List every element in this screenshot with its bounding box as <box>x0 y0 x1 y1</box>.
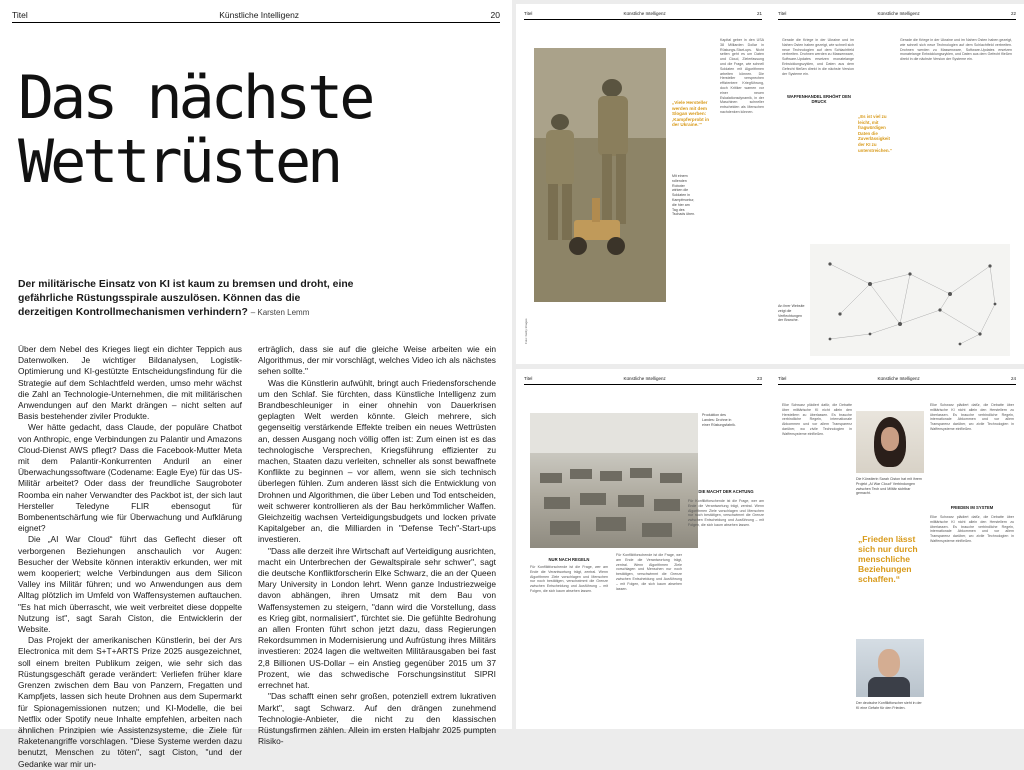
running-header <box>12 9 500 23</box>
body-text-3: Für Konfliktforschende ist die Frage, wer am Ende die Verantwortung trägt, zentral. Wenn Algorithmen Ziele vorschlagen und Menschen nur noch bestätigen, verschwimmt die Grenze zwischen Entscheidung und Ausführung – mit Folgen, die sich kaum absehen lassen. <box>688 499 764 527</box>
body-column-2 <box>258 344 496 747</box>
soldiers-illustration <box>534 48 666 302</box>
body-text-3: Elke Schwarz plädiert dafür, die Debatte über militärische KI nicht allein den Herstellern zu überlassen. Es brauche verbindliche Regeln, internationale Abkommen und vor allem Transparenz darüber, wo zivile Technologien in Waffensysteme einfließen. <box>930 515 1014 543</box>
body-text-2: Elke Schwarz plädiert dafür, die Debatte über militärische KI nicht allein den Herstellern zu überlassen. Es brauche verbindliche Regeln, internationale Abkommen und vor allem Transparenz darüber, wo zivile Technologien in Waffensysteme einfließen. <box>930 403 1014 431</box>
section-label: Titel <box>524 376 533 381</box>
drone-factory-photo <box>530 413 698 548</box>
article-page-main <box>0 0 512 769</box>
portrait-caption: Die Künstlerin Sarah Ciston hat mit ihrem Projekt „AI War Cloud“ Verbindungen zwischen Tech und Militär sichtbar gemacht. <box>856 477 922 496</box>
portrait-shoulders <box>868 677 910 697</box>
network-graph <box>810 244 1010 356</box>
topic-label: Künstliche Intelligenz <box>877 376 920 381</box>
running-header <box>524 10 762 20</box>
page-number: 23 <box>756 376 762 381</box>
section-label: Titel <box>778 11 787 16</box>
factory-illustration <box>530 413 698 548</box>
page-title <box>18 63 372 197</box>
body-column-1 <box>18 344 242 770</box>
body-text: Gerade die Kriege in der Ukraine und im Nahen Osten haben gezeigt, wie schnell sich neue Technologien auf dem Schlachtfeld verbreiten. Drohnen werden zu Massenware, Software-Updates ersetzen monatelange Entwicklungszyklen, und Daten aus dem Gefecht fließen direkt in die nächste Version der Systeme ein. <box>782 38 854 76</box>
article-lead <box>18 278 358 320</box>
body-text-2: Für Konfliktforschende ist die Frage, wer am Ende die Verantwortung trägt, zentral. Wenn Algorithmen Ziele vorschlagen und Menschen nur noch bestätigen, verschwimmt die Grenze zwischen Entscheidung und Ausführung – mit Folgen, die sich kaum absehen lassen. <box>616 553 682 591</box>
section-label: Titel <box>12 9 28 20</box>
subheading: FRIEDEN IM SYSTEM <box>950 505 994 510</box>
pull-quote: „Frieden lässt sich nur durch menschliche Beziehungen schaffen.“ <box>858 534 918 584</box>
page-number: 24 <box>1010 376 1016 381</box>
paragraph: Was die Künstlerin aufwühlt, bringt auch Friedensforschende um den Schlaf. Sie fürchten, dass Künstliche Intelligenz zum Brandbeschleuniger in einer ohnehin von Dauerkrisen geplagten Welt werden könnte. Gleich mehrere, sich gegenseitig verstärkende Effekte treiben ein neues Wettrüsten an, dessen Ausgang noch völlig offen ist: Zum einen ist es das technologische Versprechen, Kriegsführung effizienter zu machen, Staaten dazu verleiten, schneller als sonst bewaffnete Konflikte zu beginnen – vor allem, wenn sie sich technisch überlegen fühlen. Zum anderen lässt sich die Entwicklung von Drohnen und Algorithmen, die über Leben und Tod entscheiden, weit schwerer kontrollieren als der Bau herkömmlicher Waffen. Gleichzeitig wachsen Verteidigungsbudgets und locken private Kapitalgeber an, die Milliarden in "Defense Tech"-Start-ups investieren. <box>258 377 496 545</box>
portrait-face <box>878 649 900 677</box>
topic-label: Künstliche Intelligenz <box>877 11 920 16</box>
topic-label: Künstliche Intelligenz <box>219 9 300 20</box>
paragraph: "Das schafft einen sehr großen, potenziell extrem lukrativen Markt", sagt Schwarz. Auf den drängen zunehmend Technologie-Anbieter, die nicht zu den klassischen Rüstungsfirmen zählen. Allein im ersten Halbjahr 2025 pumpten Risiko- <box>258 691 496 747</box>
page-number: 20 <box>490 9 500 20</box>
soldiers-robot-photo <box>534 48 666 302</box>
topic-label: Künstliche Intelligenz <box>623 376 666 381</box>
portrait-caption-2: Der deutsche Konfliktforscher sieht in der KI eine Gefahr für den Frieden. <box>856 701 922 710</box>
body-text: Für Konfliktforschende ist die Frage, wer am Ende die Verantwortung trägt, zentral. Wenn Algorithmen Ziele vorschlagen und Menschen nur noch bestätigen, verschwimmt die Grenze zwischen Entscheidung und Ausführung – mit Folgen, die sich kaum absehen lassen. <box>530 565 608 593</box>
running-header <box>524 375 762 385</box>
page-thumbnail-22[interactable] <box>770 4 1024 364</box>
map-caption: An ihrer Website zeigt die Verflechtungen der Branche. <box>778 304 805 323</box>
photo-caption: Mit einem rollenden Roboter wirken die Soldaten in Kampfmontur, die hier am Tag des Tschads üben. <box>672 174 696 217</box>
body-text: Kapital geber in den USA 38 Milliarden Dollar in Rüstungs-Start-ups. Nicht selten geht es um Daten und Cloud, Zielerfassung und die Frage, wie schnell Soldaten mit Algorithmen arbeiten können. Die Hersteller versprechen effizientere Kriegführung, doch Kritiker warnen vor einer neuen Eskalationsdynamik, in der Maschinen schneller entscheiden als Menschen nachdenken können. <box>720 38 764 114</box>
subheading-2: DIE MACHT DER ACHTUNG <box>698 489 754 494</box>
running-header <box>778 375 1016 385</box>
paragraph: Wer hätte gedacht, dass Claude, der populäre Chatbot von Anthropic, enge Verbindungen zu Palantir und Amazons Cloud-Dienst AWS pflegt? Dass die Facebook-Mutter Meta mit dem Palantir-Konkurrenten Anduril an einer Überwachungssoftware (Codename: Eagle Eye) für das US-Militär arbeitet? Oder dass der freundliche Saugroboter Roomba ein naher Verwandter des Packbot ist, der sich laut Hersteller Teledyne FLIR ebensogut für Bombenentschärfung wie für Überwachung und Aufklärung eignet? <box>18 422 242 534</box>
paragraph: Über dem Nebel des Krieges liegt ein dichter Teppich aus Datenwolken. Je wichtiger Bildanalysen, Logistik-Optimierung und KI-gestützte Entscheidungsfindung für die Strategie auf dem Schlachtfeld werden, umso mehr wächst die Zahl an Technologie-Unternehmen, die mit militärischen Anwendungen auf den Markt drängen – nicht selten auf Basis bestehender ziviler Produkte. <box>18 344 242 422</box>
portrait-photo-man <box>856 639 924 697</box>
headline-line-2: Wettrüsten <box>18 127 340 197</box>
paragraph: "Dass alle derzeit ihre Wirtschaft auf Verteidigung ausrichten, macht ein Unterbrechen der Gewaltspirale sehr schwer", sagt die deutsche Konfliktforscherin Elke Schwarz, die an der Queen Mary University in London lehrt. Wenn ganze Industriezweige davon abhängen, ihren Umsatz mit dem Bau von Waffensystemen zu steigern, "dann wird die Vorstellung, dass es Krieg gibt, normalisiert", fürchtet sie. Die gefühlte Bedrohung an allen Fronten führt schon jetzt dazu, dass Regierungen Rekordsummen in Modernisierung und Aufrüstung ihres Militärs investieren: 2024 lagen die weltweiten Militärausgaben bei fast 2,8 Billionen US-Dollar – ein Anstieg gegenüber 2015 um 37 Prozent, wie das schwedische Forschungsinstitut SIPRI errechnet hat. <box>258 545 496 691</box>
page-thumbnail-21[interactable] <box>516 4 770 364</box>
page-number: 22 <box>1010 11 1016 16</box>
page-number: 21 <box>756 11 762 16</box>
paragraph: Die „AI War Cloud“ führt das Geflecht dieser oft verborgenen Beziehungen anschaulich vor Augen: Besucher der Website können interaktiv erkunden, wer mit wem kooperiert; welche Verbindungen aus dem Silicon Valley ins Militär führen; und wo Anwendungen aus dem Alltag plötzlich im Umfeld von Waffensystemen auftauchen. "Es hat mich überrascht, wie weit verbreitet diese doppelte Nutzung ist", sagt Sarah Ciston, die Entwicklerin der Website. <box>18 534 242 635</box>
portrait-photo-woman <box>856 411 924 473</box>
photo-credit: Foto: Getty Images <box>524 318 528 344</box>
section-label: Titel <box>524 11 533 16</box>
page-thumbnail-24[interactable] <box>770 369 1024 729</box>
paragraph: erträglich, dass sie auf die gleiche Weise arbeiten wie ein Algorithmus, der mir vorschlägt, welches Video ich als nächstes sehen sollte." <box>258 344 496 377</box>
photo-caption: Produktion des Landes: Drohne in einer Rüstungsfabrik. <box>702 413 736 427</box>
paragraph: Das Projekt der amerikanischen Künstlerin, bei der Ars Electronica mit dem S+T+ARTS Prize 2025 ausgezeichnet, soll einem breiten Publikum zeigen, wie sehr sich das Rüstungsgeschäft gerade verändert: Verliefen früher klare Grenzen zwischen dem Bau von Panzern, Fregatten und Kampfjets, lassen sich heute Drohnen aus dem Supermarkt für Spionagemissionen nutzen; und KI-Modelle, die bei Netflix oder Spotify neue Inhalte empfehlen, arbeiten nach ähnlichen Prinzipien wie Assistenzsysteme, die Ziele für Raketenangriffe vorschlagen. "Diese Systeme werden dazu benutzt, Menschen zu töten", sagt Ciston, "und der Gedanke war mir un- <box>18 635 242 769</box>
section-label: Titel <box>778 376 787 381</box>
subheading: NUR NACH REGELN <box>548 557 590 562</box>
pull-quote: „Viele Hersteller werden mit dem Slogan werben: ‚Kampferprobt in der Ukraine.‘“ <box>672 100 710 128</box>
author-byline: – Karsten Lemm <box>250 308 310 317</box>
pull-quote: „Es ist viel zu leicht, mit fragwürdigen Daten die Zuverlässigkeit der KI zu unterstreichen.“ <box>858 114 892 153</box>
body-text: Elke Schwarz plädiert dafür, die Debatte über militärische KI nicht allein den Herstellern zu überlassen. Es brauche verbindliche Regeln, internationale Abkommen und vor allem Transparenz darüber, wo zivile Technologien in Waffensysteme einfließen. <box>782 403 852 436</box>
headline-line-1: Das nächste <box>18 63 372 133</box>
topic-label: Künstliche Intelligenz <box>623 11 666 16</box>
body-text-2: Gerade die Kriege in der Ukraine und im Nahen Osten haben gezeigt, wie schnell sich neue Technologien auf dem Schlachtfeld verbreiten. Drohnen werden zu Massenware, Software-Updates ersetzen monatelange Entwicklungszyklen, und Daten aus dem Gefecht fließen direkt in die nächste Version der Systeme ein. <box>900 38 1012 62</box>
subheading: WAFFENHANDEL ERHÖHT DEN DRUCK <box>787 94 851 104</box>
lead-text: Der militärische Einsatz von KI ist kaum zu bremsen und droht, eine gefährliche Rüstungsspirale auszulösen. Können das die derzeitigen Kontrollmechanismen verhindern? <box>18 279 354 318</box>
running-header <box>778 10 1016 20</box>
portrait-face <box>881 427 899 451</box>
page-thumbnail-23[interactable] <box>516 369 770 729</box>
network-map <box>810 244 1010 356</box>
